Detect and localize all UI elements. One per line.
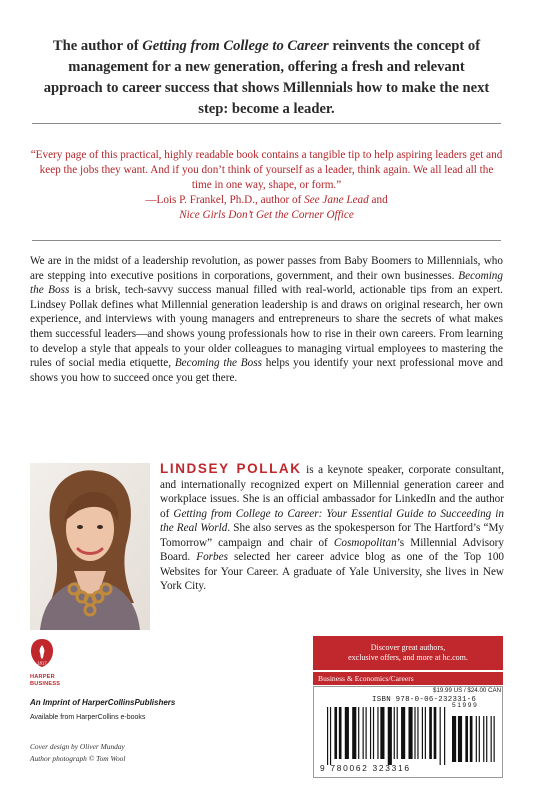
barcode-bar <box>434 707 437 759</box>
barcode-bar <box>397 707 398 759</box>
barcode-bar <box>422 707 423 759</box>
quote-attribution <box>30 193 503 208</box>
endorsement-quote <box>30 148 503 223</box>
barcode-bar <box>491 716 492 762</box>
imprint-name: HarperCollinsPublishers <box>82 698 176 707</box>
barcode-bar <box>440 707 441 765</box>
divider-rule <box>32 240 501 241</box>
ean-barcode <box>327 707 447 765</box>
quote-text: “Every page of this practical, highly readable book contains a tangible tip to help aspiring leaders get and keep the jobs they want. And if you don’t think of yourself as a leader, think again. We all lead all the time in one way, shape, or form.” <box>30 149 503 191</box>
barcode-bar <box>394 707 395 759</box>
barcode-bar <box>339 707 342 759</box>
barcode-bar <box>452 716 456 762</box>
ean-digits: 9 780062 323316 <box>320 763 411 773</box>
author-bio <box>160 462 504 594</box>
ebook-availability: Available from HarperCollins e-books <box>30 714 146 721</box>
attribution-book-title: See Jane Lead <box>304 194 369 206</box>
barcode-bar <box>486 716 487 762</box>
divider-rule <box>32 123 501 124</box>
logo-harper-text: HARPER <box>30 674 55 680</box>
barcode-bar <box>465 716 468 762</box>
promo-line: exclusive offers, and more at hc.com. <box>348 653 468 662</box>
bio-text: selected her career advice blog as one of the Top 100 Websites for Your Career. A graduate of Yale University, she lives in New York City. <box>160 551 505 592</box>
bio-text: ’s Millennial Advisory Board. <box>160 536 504 563</box>
barcode-bar <box>363 707 364 759</box>
barcode-bar <box>414 707 415 759</box>
logo-business-text: BUSINESS <box>30 680 61 687</box>
barcode-bar <box>358 707 359 759</box>
barcode-bar <box>408 707 412 759</box>
barcode-bar <box>483 716 484 762</box>
bio-book-title: Getting from College to Career: Your Essential Guide to Succeeding in the Real World <box>160 507 505 534</box>
headline-text: The author of <box>52 38 143 54</box>
barcode-bar <box>417 707 418 759</box>
price-code-barcode <box>452 716 498 762</box>
logo-year: 1817 <box>37 660 47 666</box>
author-photo-credit: Author photograph © Tom Wool <box>30 754 126 763</box>
barcode-bar <box>327 707 328 765</box>
cover-design-credit: Cover design by Oliver Munday <box>30 742 125 751</box>
author-name: LINDSEY POLLAK <box>160 461 302 476</box>
torch-flame-icon <box>30 638 54 668</box>
attribution-text: and <box>368 194 388 206</box>
headline <box>40 36 493 120</box>
barcode-bar <box>388 707 392 765</box>
barcode-bar <box>330 707 331 765</box>
barcode-bar <box>444 707 445 765</box>
barcode-bar <box>479 716 480 762</box>
headline-book-title: Getting from College to Career <box>142 38 329 54</box>
barcode-bar <box>429 707 432 759</box>
book-description <box>30 254 503 385</box>
barcode-bar <box>401 707 405 759</box>
isbn-label: ISBN 978-0-06-232331-6 <box>372 696 477 704</box>
barcode-bar <box>334 707 337 759</box>
bio-magazine-title: Forbes <box>196 551 228 563</box>
description-text: is a brisk, tech-savvy success manual filled with real-world, actionable tips from an expert. Lindsey Pollak defines what Millennial generation leadership is and draws on original research, her own experience, and interviews with young managers and entrepreneurs to share the secrets of what makes them successful leaders—and shows young professionals how to rise in their own careers. From learning to develop a style that appeals to your older colleagues to managing virtual employees to mastering the rules of social media etiquette, <box>30 284 503 370</box>
barcode-bar <box>494 716 495 762</box>
attribution-book-title: Nice Girls Don’t Get the Corner Office <box>179 209 354 221</box>
description-text: We are in the midst of a leadership revolution, as power passes from Baby Boomers to Millennials, who are stepping into executive positions in corporations, government, and their own businesses. <box>30 255 503 282</box>
promo-box <box>313 636 503 670</box>
imprint-line <box>30 698 175 707</box>
barcode-bar <box>373 707 374 759</box>
headline-text: reinvents the concept of management for a new generation, offering a fresh and relevant approach to career success that shows Millennials how to make the next step: become a leader. <box>43 38 490 117</box>
barcode-bar <box>380 707 384 759</box>
price-code-digits: 51999 <box>452 702 479 709</box>
barcode-bar <box>352 707 356 759</box>
bio-text: is a keynote speaker, corporate consultant, and internationally recognized expert on Millennial generation career and workplace issues. She is an official ambassador for LinkedIn and the author of <box>160 464 504 520</box>
barcode-bar <box>476 716 477 762</box>
barcode-bar <box>458 716 462 762</box>
bio-text: . She also serves as the spokesperson for The Hartford’s “My Tomorrow” campaign and chair of <box>160 522 504 549</box>
imprint-prefix: An Imprint of <box>30 698 82 707</box>
bisac-category: Business & Economics/Careers <box>313 672 503 685</box>
description-book-title: Becoming the Boss <box>174 357 262 370</box>
description-text: helps you identify your next professional move and shows you how to succeed once you get there. <box>30 357 503 384</box>
description-book-title: Becoming the Boss <box>30 269 503 297</box>
bio-magazine-title: Cosmopolitan <box>333 536 397 549</box>
barcode-bar <box>370 707 371 759</box>
barcode-bar <box>345 707 349 759</box>
barcode-bar <box>425 707 426 759</box>
harper-business-logo <box>30 638 70 687</box>
attribution-text: —Lois P. Frankel, Ph.D., author of <box>145 194 305 206</box>
promo-line: Discover great authors, <box>370 643 446 652</box>
author-photo <box>30 463 150 630</box>
barcode-bar <box>377 707 378 759</box>
barcode-bar <box>366 707 367 759</box>
barcode-bar <box>470 716 473 762</box>
price-label: $19.99 US / $24.00 CAN <box>433 687 502 694</box>
